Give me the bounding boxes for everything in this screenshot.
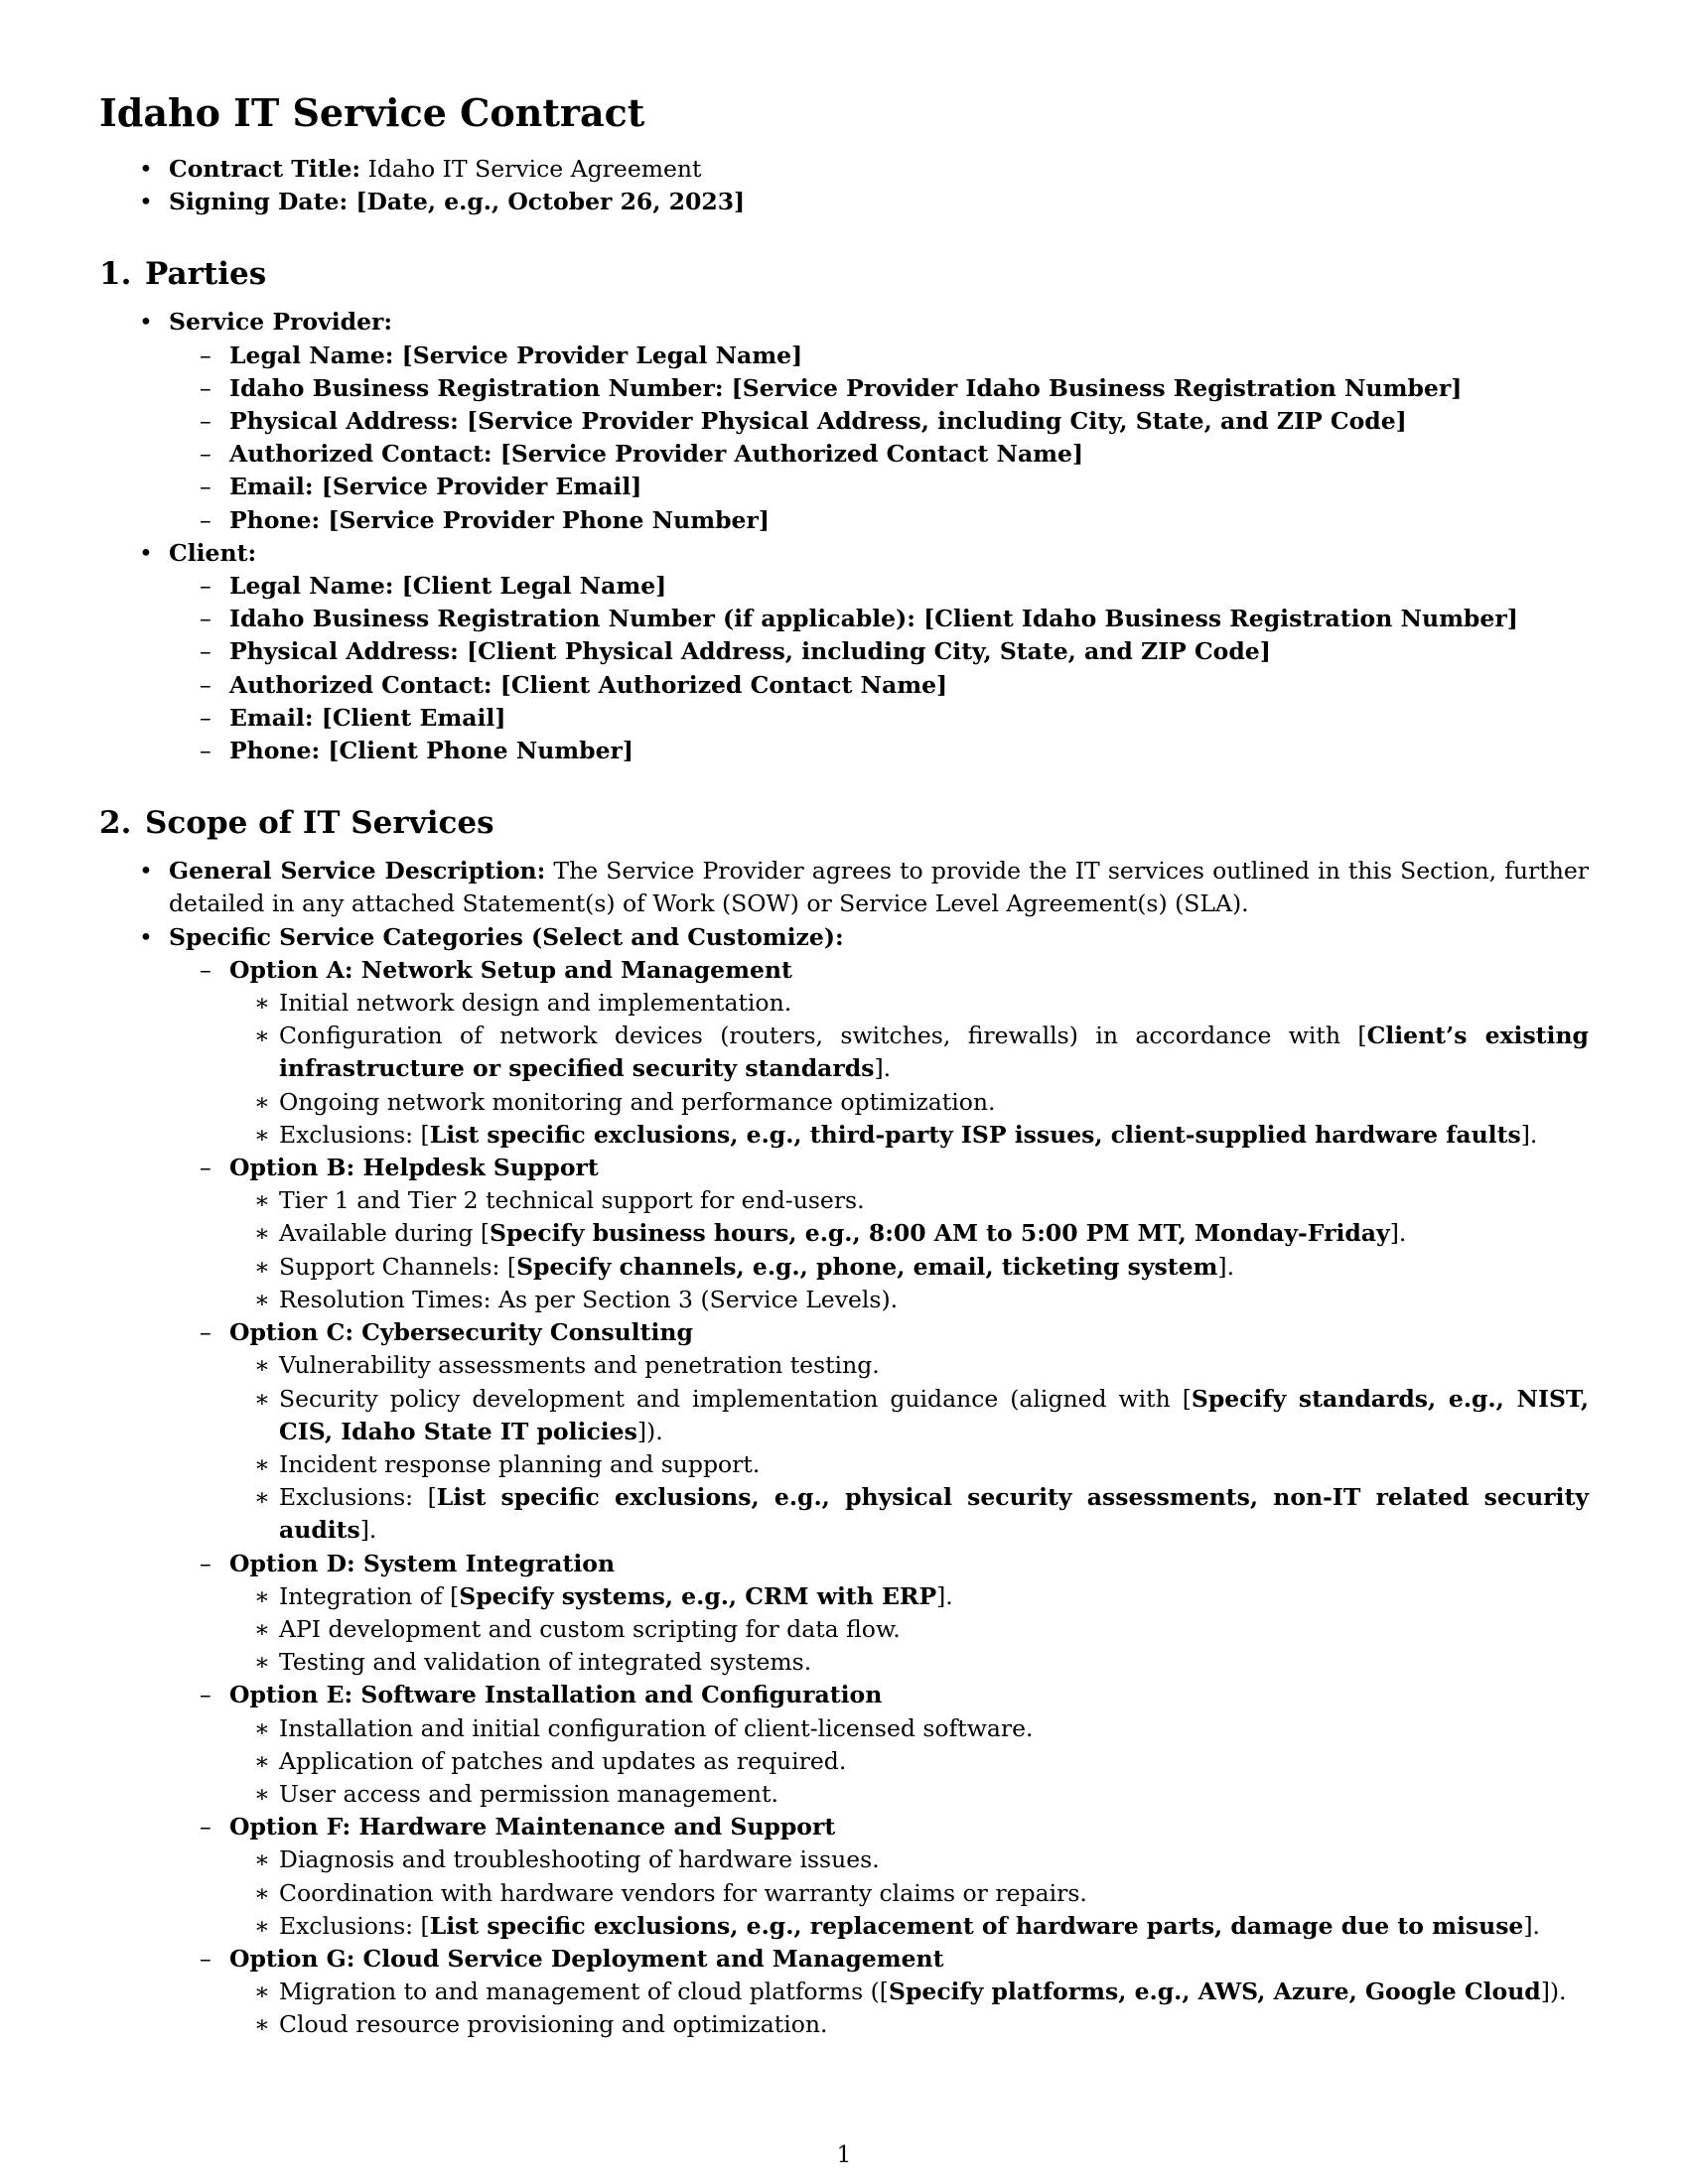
list-item: ∗ Support Channels: [Specify channels, e.g., phone, email, ticketing system]. [229, 1251, 1589, 1284]
list-item: – Legal Name: [Service Provider Legal Name] [169, 340, 1589, 372]
list-item: ∗ Security policy development and implementation guidance (aligned with [Specify standards, e.g., NIST, CIS, Idaho State IT policies]). [229, 1383, 1589, 1448]
option-f-items [229, 1843, 1589, 1943]
list-item: – Idaho Business Registration Number: [Service Provider Idaho Business Registration Number] [169, 372, 1589, 405]
list-item: ∗ Ongoing network monitoring and performance optimization. [229, 1086, 1589, 1119]
option-f: – Option F: Hardware Maintenance and Support ∗ Diagnosis and troubleshooting of hardware issues. ∗ Coordination with hardware vendors for warranty claims or repairs. ∗ Exclusions: [List specific exclusions, e.g., replacement of hardware parts, damage due to misuse]. [169, 1811, 1589, 1943]
section-heading-parties: 1. Parties [99, 256, 267, 293]
option-a-items [229, 987, 1589, 1152]
option-b-items [229, 1184, 1589, 1316]
list-item: ∗ Resolution Times: As per Section 3 (Service Levels). [229, 1284, 1589, 1316]
option-g: – Option G: Cloud Service Deployment and Management ∗ Migration to and management of cloud platforms ([Specify platforms, e.g., AWS, Azure, Google Cloud]). ∗ Cloud resource provisioning and optimization. [169, 1943, 1589, 2042]
contract-title-item: • Contract Title: Idaho IT Service Agreement [99, 153, 1589, 186]
list-item: ∗ Tier 1 and Tier 2 technical support for end-users. [229, 1184, 1589, 1217]
list-item: ∗ User access and permission management. [229, 1778, 1589, 1811]
option-c: – Option C: Cybersecurity Consulting ∗ Vulnerability assessments and penetration testing. ∗ Security policy development and implementation guidance (aligned with [Specify standards, e.g., NIST, CIS, Idaho State IT policies]). ∗ Incident response planning and support. ∗ Exclusions: [List specific exclusions, e.g., physical security assessments, non-IT related security audits]. [169, 1316, 1589, 1547]
service-categories-item: • Specific Service Categories (Select and Customize): – Option A: Network Setup and Management ∗ Initial network design and implementation. ∗ Configuration of network devices (routers, switches, firewalls) in accordance with [Client’s existing infrastructure or specified security standards]. ∗ Ongoing network monitoring and performance optimization. ∗ Exclusions: [List specific exclusions, e.g., third-party ISP issues, client-supplied hardware faults]. – Option B: Helpdesk Support ∗ Tier 1 and Tier 2 technical support for end-users. ∗ Available during [Specify business hours, e.g., 8:00 AM to 5:00 PM MT, Monday-Friday]. ∗ Support Channels: [Specify channels, e.g., phone, email, ticketing system]. ∗ Resolution Times: As per Section 3 (Service Levels). – Option C: Cybersecurity Consulting ∗ Vulnerability assessments and penetration testing. ∗ Security policy development and implementation guidance (aligned with [Specify standards, e.g., NIST, CIS, Idaho State IT policies]). ∗ Incident response planning and support. ∗ Exclusions: [List specific exclusions, e.g., physical security assessments, non-IT related security audits]. – Option D: System Integration ∗ Integration of [Specify systems, e.g., CRM with ERP]. ∗ API development and custom scripting for data flow. ∗ Testing and validation of integrated systems. – Option E: Software Installation and Configuration ∗ Installation and initial configuration of client-licensed software. ∗ Application of patches and updates as required. ∗ User access and permission management. – Option F: Hardware Maintenance and Support ∗ Diagnosis and troubleshooting of hardware issues. ∗ Coordination with hardware vendors for warranty claims or repairs. ∗ Exclusions: [List specific exclusions, e.g., replacement of hardware parts, damage due to misuse]. – Option G: Cloud Service Deployment and Management ∗ Migration to and management of cloud platforms ([Specify platforms, e.g., AWS, Azure, Google Cloud]). ∗ Cloud resource provisioning and optimization. [99, 921, 1589, 2042]
option-d: – Option D: System Integration ∗ Integration of [Specify systems, e.g., CRM with ERP]. ∗ API development and custom scripting for data flow. ∗ Testing and validation of integrated systems. [169, 1548, 1589, 1680]
list-item: ∗ Application of patches and updates as required. [229, 1745, 1589, 1778]
list-item: – Phone: [Service Provider Phone Number] [169, 504, 1589, 537]
service-provider-details [169, 340, 1589, 537]
page-number: 1 [836, 2142, 852, 2168]
option-e: – Option E: Software Installation and Configuration ∗ Installation and initial configuration of client-licensed software. ∗ Application of patches and updates as required. ∗ User access and permission management. [169, 1679, 1589, 1811]
document-title: Idaho IT Service Contract [99, 90, 645, 135]
list-item: – Physical Address: [Client Physical Address, including City, State, and ZIP Code] [169, 635, 1589, 668]
option-e-items [229, 1712, 1589, 1812]
list-item: ∗ Incident response planning and support. [229, 1448, 1589, 1481]
client-item: • Client: – Legal Name: [Client Legal Name] – Idaho Business Registration Number (if applicable): [Client Idaho Business Registration Number] – Physical Address: [Client Physical Address, including City, State, and ZIP Code] – Authorized Contact: [Client Authorized Contact Name] – Email: [Client Email] – Phone: [Client Phone Number] [99, 537, 1589, 767]
list-item: ∗ Coordination with hardware vendors for warranty claims or repairs. [229, 1877, 1589, 1910]
list-item: ∗ Exclusions: [List specific exclusions, e.g., third-party ISP issues, client-supplied hardware faults]. [229, 1119, 1589, 1152]
list-item: – Phone: [Client Phone Number] [169, 735, 1589, 767]
option-d-items [229, 1580, 1589, 1680]
service-provider-item: • Service Provider: – Legal Name: [Service Provider Legal Name] – Idaho Business Registration Number: [Service Provider Idaho Business Registration Number] – Physical Address: [Service Provider Physical Address, including City, State, and ZIP Code] – Authorized Contact: [Service Provider Authorized Contact Name] – Email: [Service Provider Email] – Phone: [Service Provider Phone Number] [99, 306, 1589, 536]
list-item: – Legal Name: [Client Legal Name] [169, 570, 1589, 603]
list-item: ∗ Exclusions: [List specific exclusions, e.g., replacement of hardware parts, damage due to misuse]. [229, 1910, 1589, 1943]
list-item: ∗ Exclusions: [List specific exclusions, e.g., physical security assessments, non-IT related security audits]. [229, 1481, 1589, 1547]
list-item: ∗ Vulnerability assessments and penetration testing. [229, 1349, 1589, 1382]
list-item: ∗ Migration to and management of cloud platforms ([Specify platforms, e.g., AWS, Azure, Google Cloud]). [229, 1976, 1589, 2008]
option-g-items [229, 1976, 1589, 2041]
list-item: – Email: [Client Email] [169, 702, 1589, 735]
list-item: ∗ Testing and validation of integrated systems. [229, 1646, 1589, 1679]
contract-meta-list [99, 153, 1589, 218]
list-item: ∗ Configuration of network devices (routers, switches, firewalls) in accordance with [Client’s existing infrastructure or specified security standards]. [229, 1020, 1589, 1085]
general-description-item: • General Service Description: The Service Provider agrees to provide the IT services outlined in this Section, further detailed in any attached Statement(s) of Work (SOW) or Service Level Agreement(s) (SLA). [99, 855, 1589, 920]
section-heading-scope: 2. Scope of IT Services [99, 805, 494, 842]
list-item: ∗ Cloud resource provisioning and optimization. [229, 2008, 1589, 2041]
option-b: – Option B: Helpdesk Support ∗ Tier 1 and Tier 2 technical support for end-users. ∗ Available during [Specify business hours, e.g., 8:00 AM to 5:00 PM MT, Monday-Friday]. ∗ Support Channels: [Specify channels, e.g., phone, email, ticketing system]. ∗ Resolution Times: As per Section 3 (Service Levels). [169, 1152, 1589, 1316]
list-item: – Authorized Contact: [Client Authorized Contact Name] [169, 669, 1589, 702]
document-body [99, 87, 1589, 2042]
list-item: ∗ Installation and initial configuration of client-licensed software. [229, 1712, 1589, 1745]
service-options-list [169, 954, 1589, 2042]
list-item: ∗ Initial network design and implementation. [229, 987, 1589, 1020]
scope-list [99, 855, 1589, 2041]
list-item: – Physical Address: [Service Provider Physical Address, including City, State, and ZIP Code] [169, 405, 1589, 438]
signing-date-item: • Signing Date: [Date, e.g., October 26, 2023] [99, 186, 1589, 218]
option-c-items [229, 1349, 1589, 1547]
option-a: – Option A: Network Setup and Management ∗ Initial network design and implementation. ∗ Configuration of network devices (routers, switches, firewalls) in accordance with [Client’s existing infrastructure or specified security standards]. ∗ Ongoing network monitoring and performance optimization. ∗ Exclusions: [List specific exclusions, e.g., third-party ISP issues, client-supplied hardware faults]. [169, 954, 1589, 1152]
list-item: ∗ Available during [Specify business hours, e.g., 8:00 AM to 5:00 PM MT, Monday-Friday]. [229, 1217, 1589, 1250]
list-item: – Authorized Contact: [Service Provider Authorized Contact Name] [169, 438, 1589, 471]
list-item: ∗ Diagnosis and troubleshooting of hardware issues. [229, 1843, 1589, 1876]
client-details [169, 570, 1589, 767]
list-item: ∗ API development and custom scripting for data flow. [229, 1613, 1589, 1646]
parties-list [99, 306, 1589, 767]
list-item: – Email: [Service Provider Email] [169, 471, 1589, 503]
list-item: – Idaho Business Registration Number (if applicable): [Client Idaho Business Registration Number] [169, 603, 1589, 635]
list-item: ∗ Integration of [Specify systems, e.g., CRM with ERP]. [229, 1580, 1589, 1613]
